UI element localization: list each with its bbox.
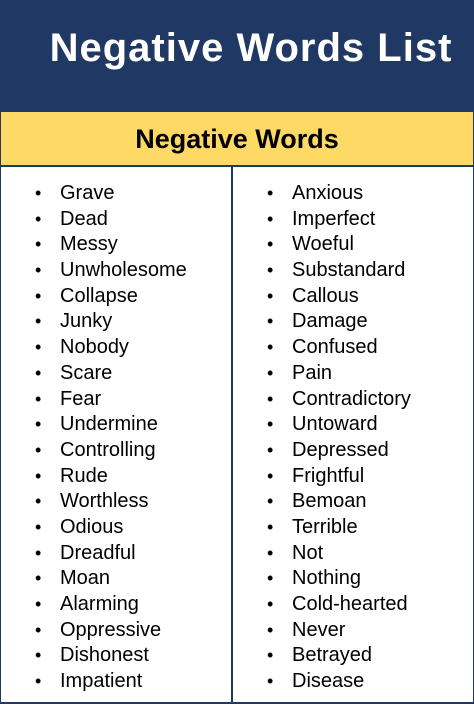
word-list-item [267, 335, 411, 361]
bullet-icon: • [267, 388, 274, 409]
word-text: Nothing [292, 567, 361, 590]
section-header: Negative Words [135, 124, 339, 154]
word-text: Woeful [292, 233, 354, 256]
word-list-item [35, 592, 187, 618]
bullet-icon: • [267, 208, 274, 229]
word-text: Messy [60, 233, 118, 256]
word-text: Odious [60, 515, 124, 538]
word-text: Bemoan [292, 490, 367, 513]
word-text: Terrible [292, 515, 358, 538]
bullet-icon: • [267, 414, 274, 435]
word-list-item [35, 541, 187, 567]
bullet-icon: • [35, 362, 42, 383]
word-text: Depressed [292, 438, 389, 461]
bullet-icon: • [35, 234, 42, 255]
word-list-item [35, 284, 187, 310]
word-list-item [267, 258, 411, 284]
bullet-icon: • [35, 260, 42, 281]
word-text: Frightful [292, 464, 365, 487]
bullet-icon: • [267, 594, 274, 614]
word-text: Junky [60, 310, 113, 333]
word-text: Dead [60, 207, 108, 230]
title-banner [1, 0, 474, 112]
bullet-icon: • [267, 234, 274, 255]
word-list-item [35, 618, 187, 644]
bullet-icon: • [267, 645, 274, 666]
bullet-icon: • [267, 491, 274, 512]
word-list-item [35, 335, 187, 361]
word-list-item [35, 464, 187, 490]
word-text: Undermine [60, 413, 158, 436]
word-text: Dreadful [60, 541, 136, 564]
word-list-item [267, 541, 411, 567]
word-list-item [267, 361, 411, 387]
word-list-item [267, 618, 411, 644]
bullet-icon: • [267, 542, 274, 563]
bullet-icon: • [267, 568, 274, 589]
word-list-item [35, 181, 187, 207]
word-list-item [267, 181, 411, 207]
word-list-item [267, 207, 411, 233]
bullet-icon: • [267, 285, 274, 306]
bullet-icon: • [35, 183, 42, 203]
bullet-icon: • [267, 671, 274, 692]
bullet-icon: • [35, 208, 42, 229]
word-text: Anxious [292, 182, 364, 204]
word-text: Damage [292, 310, 368, 333]
bullet-icon: • [267, 362, 274, 383]
word-list-item [267, 412, 411, 438]
bullet-icon: • [35, 285, 42, 306]
bullet-icon: • [35, 311, 42, 332]
bullet-icon: • [35, 465, 42, 486]
word-text: Imperfect [292, 207, 376, 230]
word-list-item [35, 489, 187, 515]
page-title: Negative Words List [49, 26, 453, 70]
word-list-item [267, 515, 411, 541]
bullet-icon: • [35, 516, 42, 537]
bullet-icon: • [267, 619, 274, 640]
word-list-item [35, 361, 187, 387]
word-text: Betrayed [292, 644, 373, 667]
bullet-icon: • [267, 183, 274, 203]
bullet-icon: • [267, 516, 274, 537]
bullet-icon: • [35, 645, 42, 666]
word-text: Alarming [60, 593, 139, 615]
word-text: Disease [292, 670, 365, 693]
word-text: Grave [60, 182, 115, 204]
word-text: Substandard [292, 259, 406, 282]
left-word-column [35, 181, 187, 695]
word-text: Cold-hearted [292, 593, 408, 615]
bullet-icon: • [35, 388, 42, 409]
word-text: Worthless [60, 490, 149, 513]
word-text: Nobody [60, 336, 129, 359]
word-list-item [35, 643, 187, 669]
word-text: Rude [60, 464, 108, 487]
word-list-item [35, 515, 187, 541]
column-divider [231, 167, 233, 702]
word-text: Never [292, 618, 346, 641]
word-list-item [35, 258, 187, 284]
bullet-icon: • [267, 311, 274, 332]
bullet-icon: • [35, 414, 42, 435]
word-text: Controlling [60, 438, 156, 461]
word-list-item [35, 412, 187, 438]
word-list-item [267, 566, 411, 592]
word-text: Pain [292, 361, 333, 384]
bullet-icon: • [35, 594, 42, 614]
bullet-icon: • [35, 491, 42, 512]
word-text: Scare [60, 361, 113, 384]
word-list-item [35, 232, 187, 258]
bullet-icon: • [35, 568, 42, 589]
word-list-item [267, 309, 411, 335]
bullet-icon: • [267, 439, 274, 460]
word-list-item [35, 207, 187, 233]
word-text: Unwholesome [60, 259, 187, 282]
word-list-item [267, 438, 411, 464]
bullet-icon: • [35, 671, 42, 692]
bullet-icon: • [267, 337, 274, 358]
word-list-item [267, 592, 411, 618]
word-text: Fear [60, 387, 102, 410]
bullet-icon: • [267, 260, 274, 281]
word-list-item [35, 669, 187, 695]
word-list-item [35, 387, 187, 413]
column-header-banner [1, 112, 473, 167]
word-list-item [267, 669, 411, 695]
word-text: Dishonest [60, 644, 149, 667]
word-list-item [267, 643, 411, 669]
word-text: Confused [292, 336, 378, 359]
word-text: Callous [292, 284, 359, 307]
word-list-item [267, 232, 411, 258]
word-columns [1, 167, 473, 702]
bullet-icon: • [35, 542, 42, 563]
bullet-icon: • [35, 337, 42, 358]
word-list-item [35, 438, 187, 464]
bullet-icon: • [35, 619, 42, 640]
word-text: Collapse [60, 284, 138, 307]
word-text: Moan [60, 567, 111, 590]
word-text: Contradictory [292, 387, 411, 410]
word-list-item [35, 566, 187, 592]
word-list-item [267, 464, 411, 490]
bullet-icon: • [267, 465, 274, 486]
word-text: Untoward [292, 413, 378, 436]
word-list-item [267, 284, 411, 310]
bullet-icon: • [35, 439, 42, 460]
right-word-column [267, 181, 411, 695]
word-text: Oppressive [60, 618, 162, 641]
word-list-item [35, 309, 187, 335]
word-list-item [267, 387, 411, 413]
word-list-item [267, 489, 411, 515]
word-text: Impatient [60, 670, 143, 693]
word-text: Not [292, 541, 324, 564]
